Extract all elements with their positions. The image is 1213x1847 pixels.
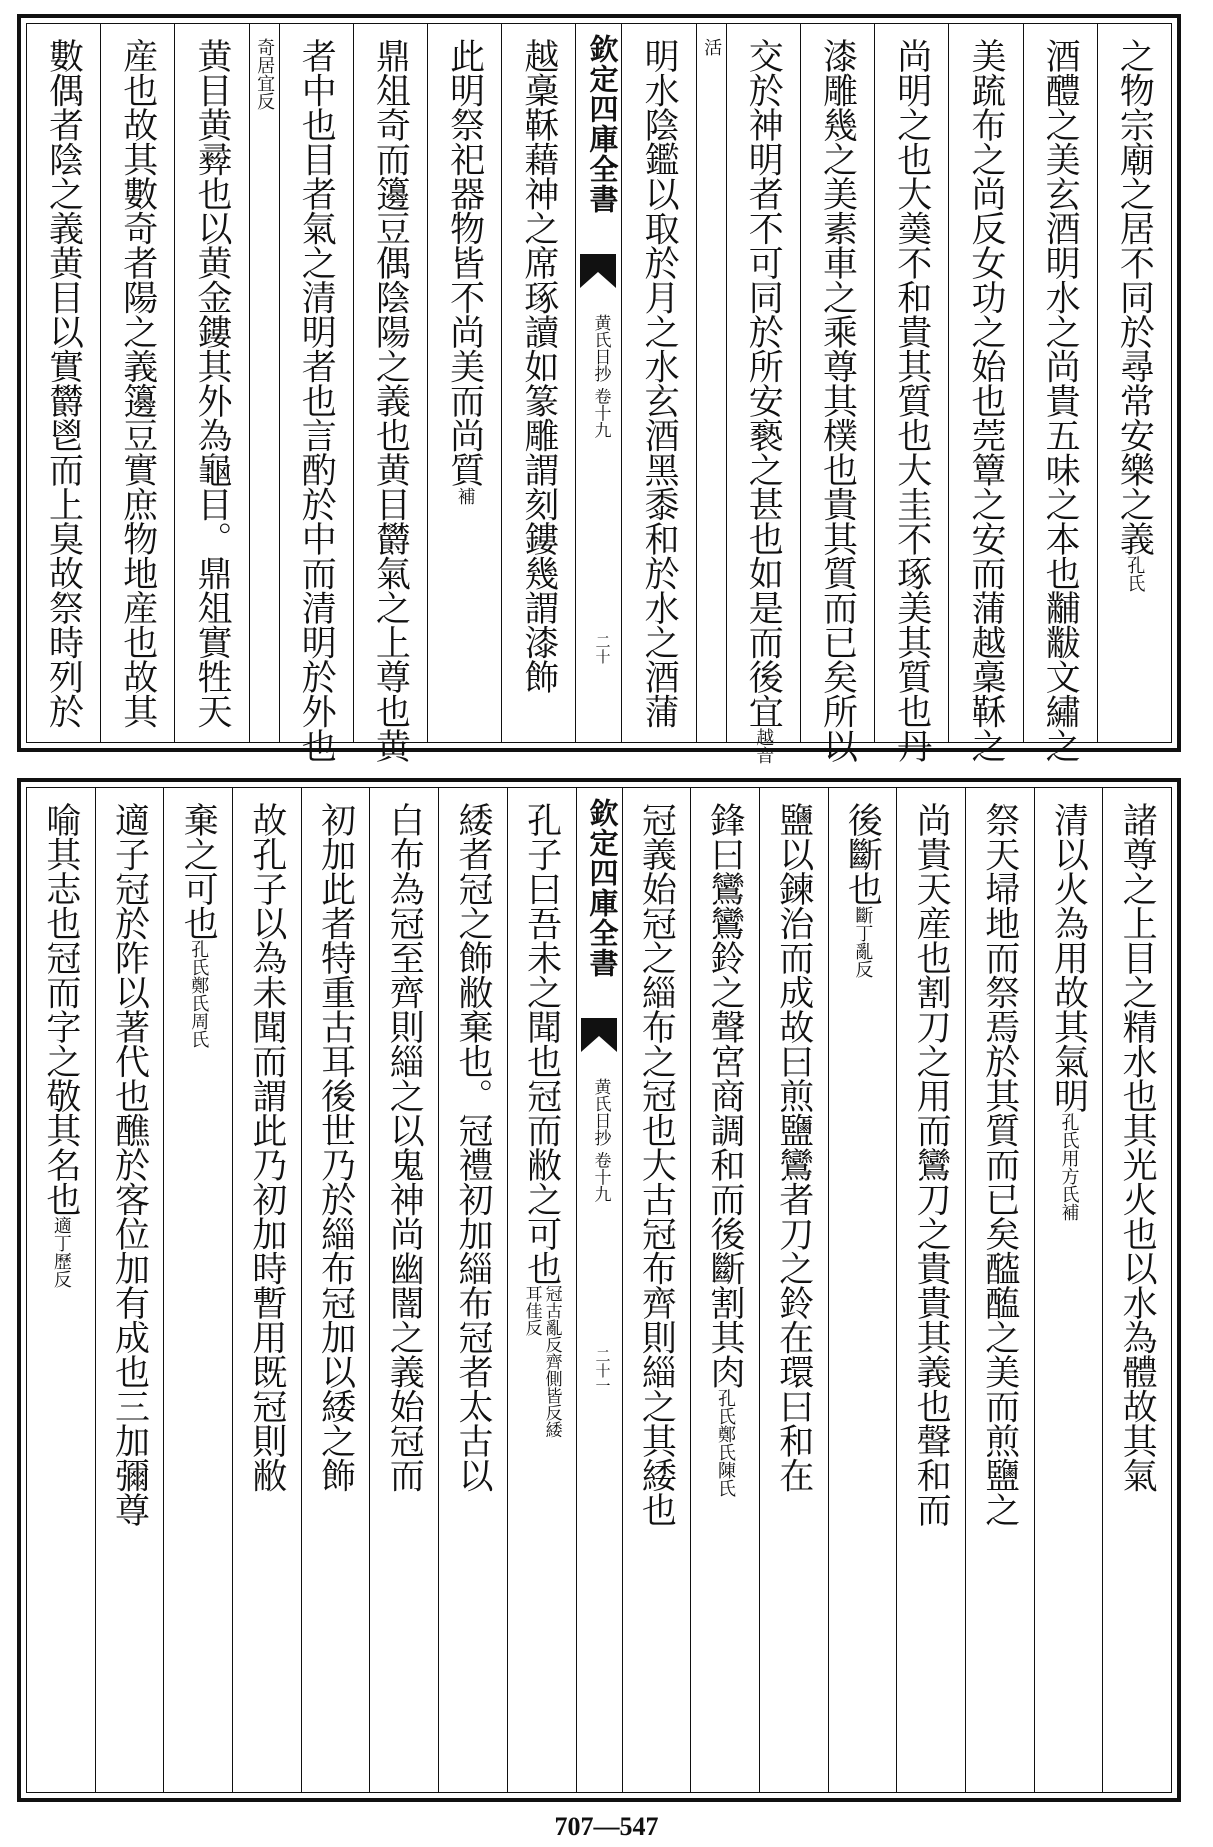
column-text: 後斷也 <box>842 802 883 906</box>
page-footer-number: 707—547 <box>554 1812 659 1841</box>
column-text: 諸尊之上目之精水也其光火也以水為體故其氣 <box>1117 802 1158 1492</box>
text-column <box>828 788 897 1792</box>
book-title: 欽定四庫全書 <box>585 798 620 978</box>
text-column <box>501 24 575 742</box>
text-column <box>948 24 1022 763</box>
text-column <box>427 24 501 742</box>
text-column <box>874 24 948 763</box>
text-column <box>163 788 232 1792</box>
text-column <box>95 788 164 1792</box>
annotation-note: 奇居宜反 <box>254 38 276 110</box>
text-column <box>622 788 691 1792</box>
upper-page-frame <box>26 23 1172 764</box>
column-text: 尚明之也大羮不和貴其質也大圭不琢美其質也丹 <box>891 38 932 763</box>
text-column <box>965 788 1034 1792</box>
leaf-number: 二十 <box>593 634 612 664</box>
column-text: 鋒曰鸞鸞鈴之聲宮商調和而後斷割其肉 <box>705 802 746 1389</box>
text-column <box>249 24 279 742</box>
text-column <box>507 788 576 1792</box>
column-text: 祭天埽地而祭焉於其質而已矣醓醢之美而煎鹽之 <box>979 802 1020 1527</box>
text-column <box>27 24 100 742</box>
column-text: 白布為冠至齊則緇之以鬼神尚幽闇之義始冠而 <box>384 802 425 1492</box>
center-fold-column <box>576 788 622 1792</box>
annotation-note: 越音 <box>753 728 775 764</box>
column-text: 明水陰鑑以取於月之水玄酒黑黍和於水之酒蒲 <box>639 38 680 728</box>
upper-page <box>17 14 1181 764</box>
text-column <box>1097 24 1171 742</box>
lower-page <box>17 778 1181 1802</box>
text-column <box>896 788 965 1792</box>
lower-page-frame <box>26 787 1172 1793</box>
column-text: 棄之可也 <box>178 802 219 940</box>
text-column <box>696 24 726 742</box>
annotation-note: 孔氏 <box>1124 555 1146 592</box>
fishtail-mark-icon <box>581 1018 617 1052</box>
text-column <box>759 788 828 1792</box>
text-column <box>1102 788 1171 1792</box>
text-column <box>353 24 427 763</box>
text-column <box>1034 788 1103 1792</box>
column-text: 數偶者陰之義黄目以實欝鬯而上臭故祭時列於 <box>43 38 84 728</box>
text-column <box>369 788 438 1792</box>
column-text: 適子冠於阼以著代也醮於客位加有成也三加彌尊 <box>109 802 150 1527</box>
column-text: 者中也目者氣之清明者也言酌於中而清明於外也 <box>296 38 337 763</box>
annotation-note: 適丁歷反 <box>50 1216 72 1288</box>
annotation-note: 孔氏鄭氏周氏 <box>188 940 210 1048</box>
annotation-note: 斷丁亂反 <box>852 905 874 978</box>
column-text: 孔子曰吾未之聞也冠而敝之可也 <box>521 802 562 1285</box>
text-column <box>438 788 507 1792</box>
text-column <box>100 24 174 742</box>
column-text: 喻其志也冠而字之敬其名也 <box>40 802 81 1216</box>
annotation-note: 孔氏鄭氏陳氏 <box>715 1388 737 1497</box>
column-text: 交於神明者不可同於所安褻之甚也如是而後宜 <box>743 38 784 728</box>
column-text: 黄目黄彛也以黄金鏤其外為龜目。鼎俎實牲天 <box>191 38 232 728</box>
lower-page-columns <box>27 788 1171 1792</box>
column-text: 緌者冠之飾敝棄也。冠禮初加緇布冠者太古以 <box>452 802 493 1492</box>
column-text: 酒醴之美玄酒明水之尚貴五味之本也黼黻文繡之 <box>1040 38 1081 763</box>
column-text: 故孔子以為未聞而謂此乃初加時暫用既冠則敝 <box>246 802 287 1492</box>
column-text: 美䟽布之尚反女功之始也莞簟之安而蒲越稾鞂之 <box>965 38 1006 763</box>
text-column <box>1023 24 1097 763</box>
book-title: 欽定四庫全書 <box>585 34 620 214</box>
volume-label: 黄氏日抄 卷十九 <box>590 1078 611 1203</box>
text-column <box>27 788 95 1792</box>
column-text: 之物宗廟之居不同於尋常安樂之義 <box>1114 38 1155 556</box>
fishtail-mark-icon <box>580 254 616 288</box>
text-column <box>301 788 370 1792</box>
column-text: 鼎俎奇而籩豆偶陰陽之義也黄目欝氣之上尊也黄 <box>370 38 411 763</box>
annotation-note: 冠古亂反齊側皆反緌耳佳反 <box>521 1285 562 1438</box>
text-column <box>800 24 874 763</box>
column-text: 鹽以鍊治而成故曰煎鹽鸞者刀之鈴在環曰和在 <box>773 802 814 1492</box>
column-text: 漆雕幾之美素車之乘尊其樸也貴其質而已矣所以 <box>817 38 858 763</box>
text-column <box>690 788 759 1792</box>
column-text: 冠義始冠之緇布之冠也大古冠布齊則緇之其緌也 <box>636 802 677 1527</box>
upper-page-columns <box>27 24 1171 764</box>
annotation-note: 補 <box>454 486 476 505</box>
text-column <box>174 24 248 742</box>
leaf-number: 二十一 <box>593 1348 612 1393</box>
text-column <box>621 24 695 742</box>
volume-label: 黄氏日抄 卷十九 <box>590 314 611 439</box>
text-column <box>726 24 800 764</box>
column-text: 清以火為用故其氣明 <box>1048 802 1089 1113</box>
column-text: 此明祭祀器物皆不尚美而尚質 <box>444 38 485 487</box>
center-fold-column <box>575 24 621 742</box>
annotation-note: 孔氏用方氏補 <box>1058 1112 1080 1221</box>
column-text: 産也故其數奇者陽之義籩豆實庶物地産也故其 <box>117 38 158 728</box>
text-column <box>279 24 353 763</box>
annotation-note: 活 <box>701 38 723 56</box>
column-text: 尚貴天産也割刀之用而鸞刀之貴貴其義也聲和而 <box>911 802 952 1527</box>
text-column <box>232 788 301 1792</box>
column-text: 初加此者特重古耳後世乃於緇布冠加以緌之飾 <box>315 802 356 1492</box>
column-text: 越稾鞂藉神之席琢讀如篆雕謂刻鏤幾謂漆飾 <box>518 38 559 694</box>
